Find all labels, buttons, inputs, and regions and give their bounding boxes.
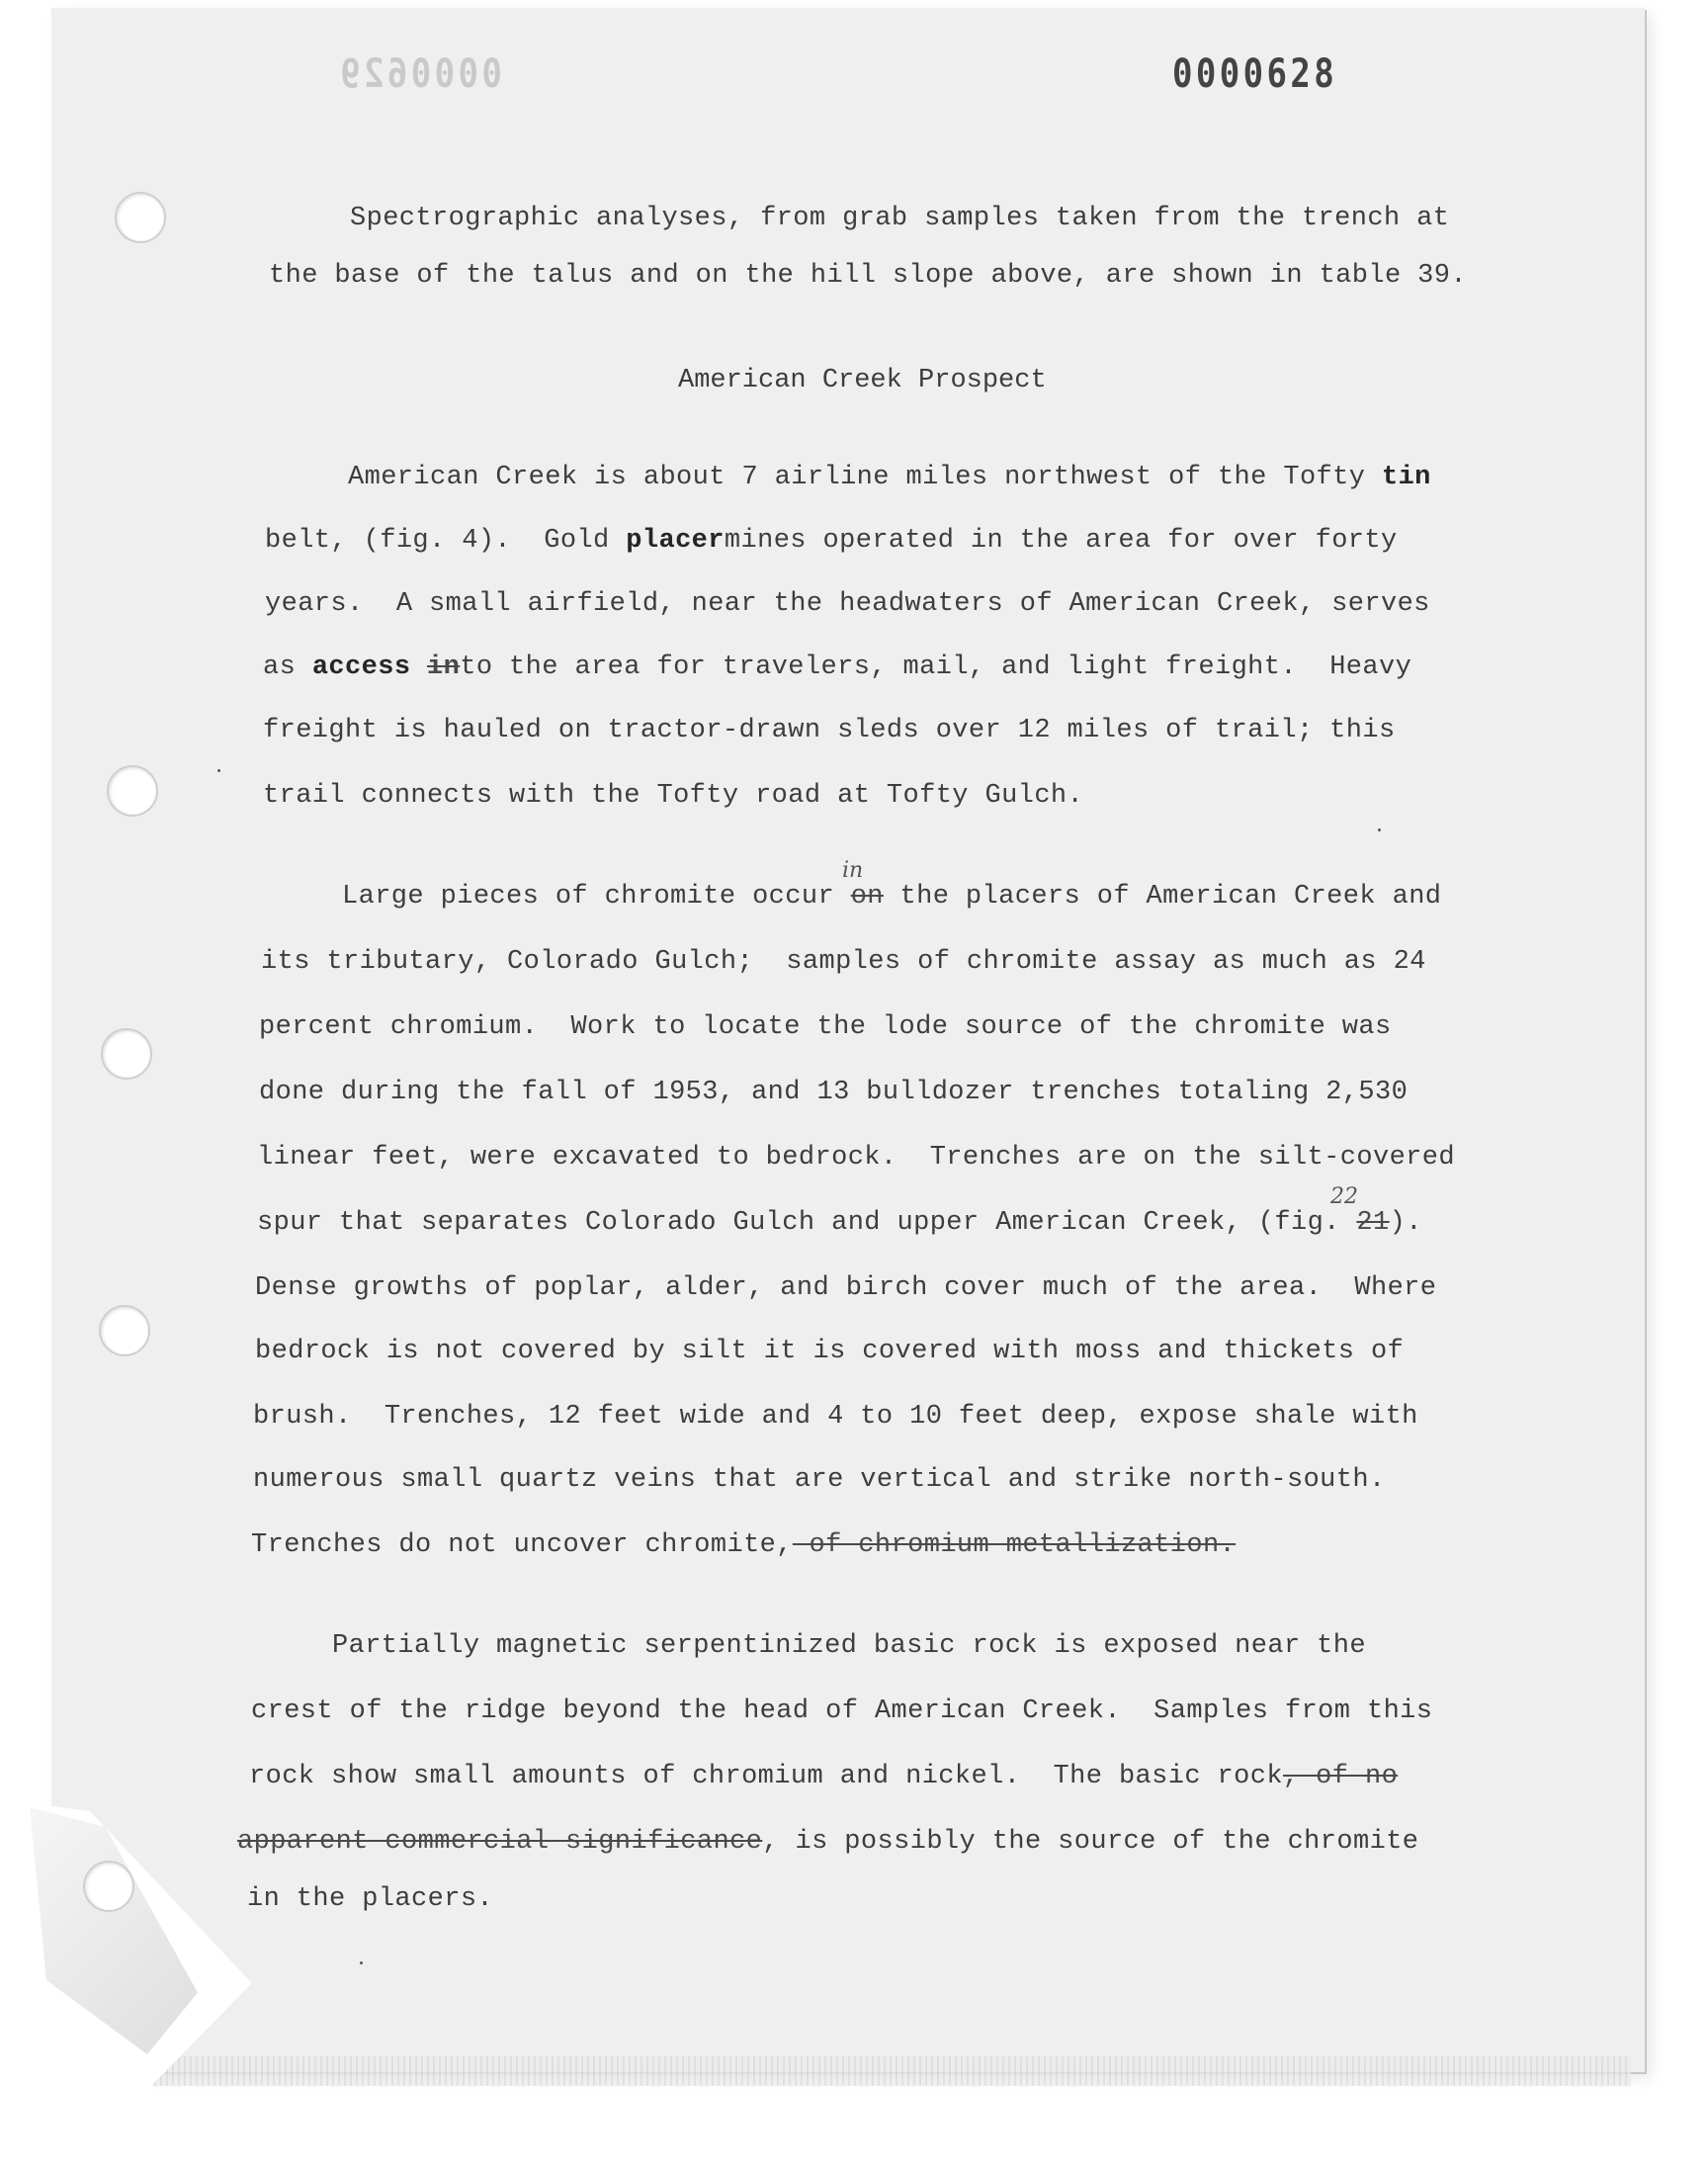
text-run: Trenches do not uncover chromite,	[251, 1530, 793, 1560]
text-run: as	[263, 652, 312, 682]
overstruck-word: placer	[626, 526, 725, 556]
paragraph-line: in the placers.	[247, 1884, 494, 1914]
paragraph-line	[251, 1530, 1236, 1560]
paragraph-line: percent chromium. Work to locate the lode source of the chromite was	[259, 1012, 1392, 1042]
paragraph-line: Dense growths of poplar, alder, and birch cover much of the area. Where	[255, 1273, 1437, 1303]
text-run: , is possibly the source of the chromite	[762, 1827, 1419, 1857]
punch-hole-3	[101, 1028, 152, 1080]
paragraph-line: bedrock is not covered by silt it is covered with moss and thickets of	[255, 1337, 1405, 1366]
struck-text: on	[850, 882, 884, 912]
overstruck-word: access	[311, 652, 428, 682]
struck-text: in	[427, 652, 461, 682]
paragraph-line	[257, 1208, 1422, 1238]
scan-speck	[1378, 828, 1381, 831]
struck-text: 21	[1356, 1208, 1390, 1238]
paragraph-line: freight is hauled on tractor-drawn sleds over 12 miles of trail; this	[263, 716, 1396, 745]
paragraph-line	[263, 652, 1411, 682]
text-run: American Creek is about 7 airline miles northwest of the Tofty	[348, 463, 1382, 492]
text-run: Large pieces of chromite occur	[342, 882, 851, 912]
page-number-stamp: 0000628	[1172, 51, 1338, 97]
page-edge-shadow	[148, 2056, 1631, 2086]
paragraph-line	[237, 1827, 1418, 1857]
text-run: to the area for travelers, mail, and light freight. Heavy	[460, 652, 1412, 682]
punch-hole-2	[107, 765, 158, 817]
bottom-margin	[0, 2106, 1708, 2175]
punch-hole-1	[115, 192, 166, 243]
punch-hole-4	[99, 1305, 150, 1356]
paragraph-line: years. A small airfield, near the headwaters of American Creek, serves	[265, 589, 1430, 619]
paragraph-line: Partially magnetic serpentinized basic rock is exposed near the	[332, 1631, 1366, 1661]
struck-text: , of no	[1282, 1762, 1399, 1791]
paragraph-line: brush. Trenches, 12 feet wide and 4 to 10 feet deep, expose shale with	[253, 1402, 1418, 1432]
paragraph-line: crest of the ridge beyond the head of American Creek. Samples from this	[251, 1696, 1433, 1726]
paragraph-line	[348, 463, 1431, 492]
handwritten-insert: in	[842, 858, 864, 883]
punch-hole-5	[83, 1861, 134, 1912]
paragraph-line: numerous small quartz veins that are vertical and strike north-south.	[253, 1465, 1386, 1495]
struck-text: of chromium metallization.	[792, 1530, 1237, 1560]
bleed-through-page-number: 0000629	[336, 51, 502, 97]
struck-text: apparent commercial significance	[237, 1827, 763, 1857]
handwritten-insert: 22	[1330, 1184, 1358, 1209]
paragraph-line: Spectrographic analyses, from grab samples taken from the trench at	[350, 204, 1450, 233]
paragraph-line: trail connects with the Tofty road at Tofty Gulch.	[263, 781, 1084, 811]
text-run: ).	[1389, 1208, 1422, 1238]
text-run: the placers of American Creek and	[883, 882, 1442, 912]
paragraph-line	[342, 882, 1441, 912]
section-heading: American Creek Prospect	[678, 366, 1047, 395]
paragraph-line: the base of the talus and on the hill slope above, are shown in table 39.	[269, 261, 1467, 291]
text-run: rock show small amounts of chromium and nickel. The basic rock	[249, 1762, 1283, 1791]
paragraph-line: its tributary, Colorado Gulch; samples of chromite assay as much as 24	[261, 947, 1426, 977]
paragraph-line	[265, 526, 1398, 556]
paragraph-line: linear feet, were excavated to bedrock. Trenches are on the silt-covered	[257, 1143, 1455, 1173]
scan-speck	[217, 769, 220, 772]
paragraph-line	[249, 1762, 1398, 1791]
text-run: belt, (fig. 4). Gold	[265, 526, 627, 556]
text-run: spur that separates Colorado Gulch and upper American Creek, (fig.	[257, 1208, 1357, 1238]
paragraph-line: done during the fall of 1953, and 13 bulldozer trenches totaling 2,530	[259, 1078, 1409, 1107]
scan-speck	[360, 1961, 363, 1964]
text-run: mines operated in the area for over forty	[724, 526, 1398, 556]
overstruck-word: tin	[1381, 463, 1431, 492]
